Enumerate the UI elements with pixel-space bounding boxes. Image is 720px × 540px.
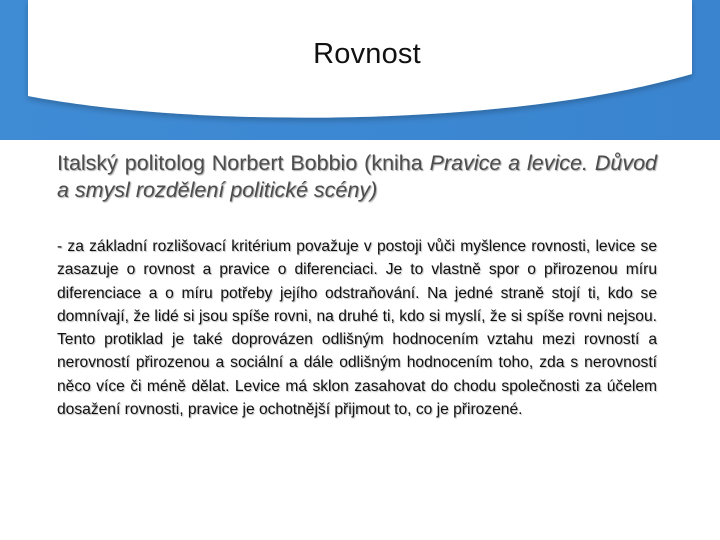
page-title: Rovnost — [313, 38, 421, 70]
subtitle — [57, 150, 657, 204]
body-paragraph: - za základní rozlišovací kritérium považuje v postoji vůči myšlence rovnosti, levice se zasazuje o rovnost a pravice o diferenciaci. Je to vlastně spor o přirozenou míru diferenciace a o míru potřeby jejího odstraňování. Na jedné straně stojí ti, kdo se domnívají, že lidé si jsou spíše rovni, na druhé ti, kdo si myslí, že si spíše rovni nejsou. Tento protiklad je také doprovázen odlišným hodnocením vztahu mezi rovností a nerovností přirozenou a sociální a dále odlišným hodnocením toho, zda s nerovností něco více či méně dělat. Levice má sklon zasahovat do chodu společnosti za účelem dosažení rovnosti, pravice je ochotnější přijmout to, co je přirozené. — [57, 238, 657, 419]
subtitle-book-title: Pravice a levice. Důvod a smysl rozdělení politické scény) — [57, 151, 657, 202]
subtitle-lead: Italský politolog Norbert Bobbio (kniha — [57, 151, 430, 175]
